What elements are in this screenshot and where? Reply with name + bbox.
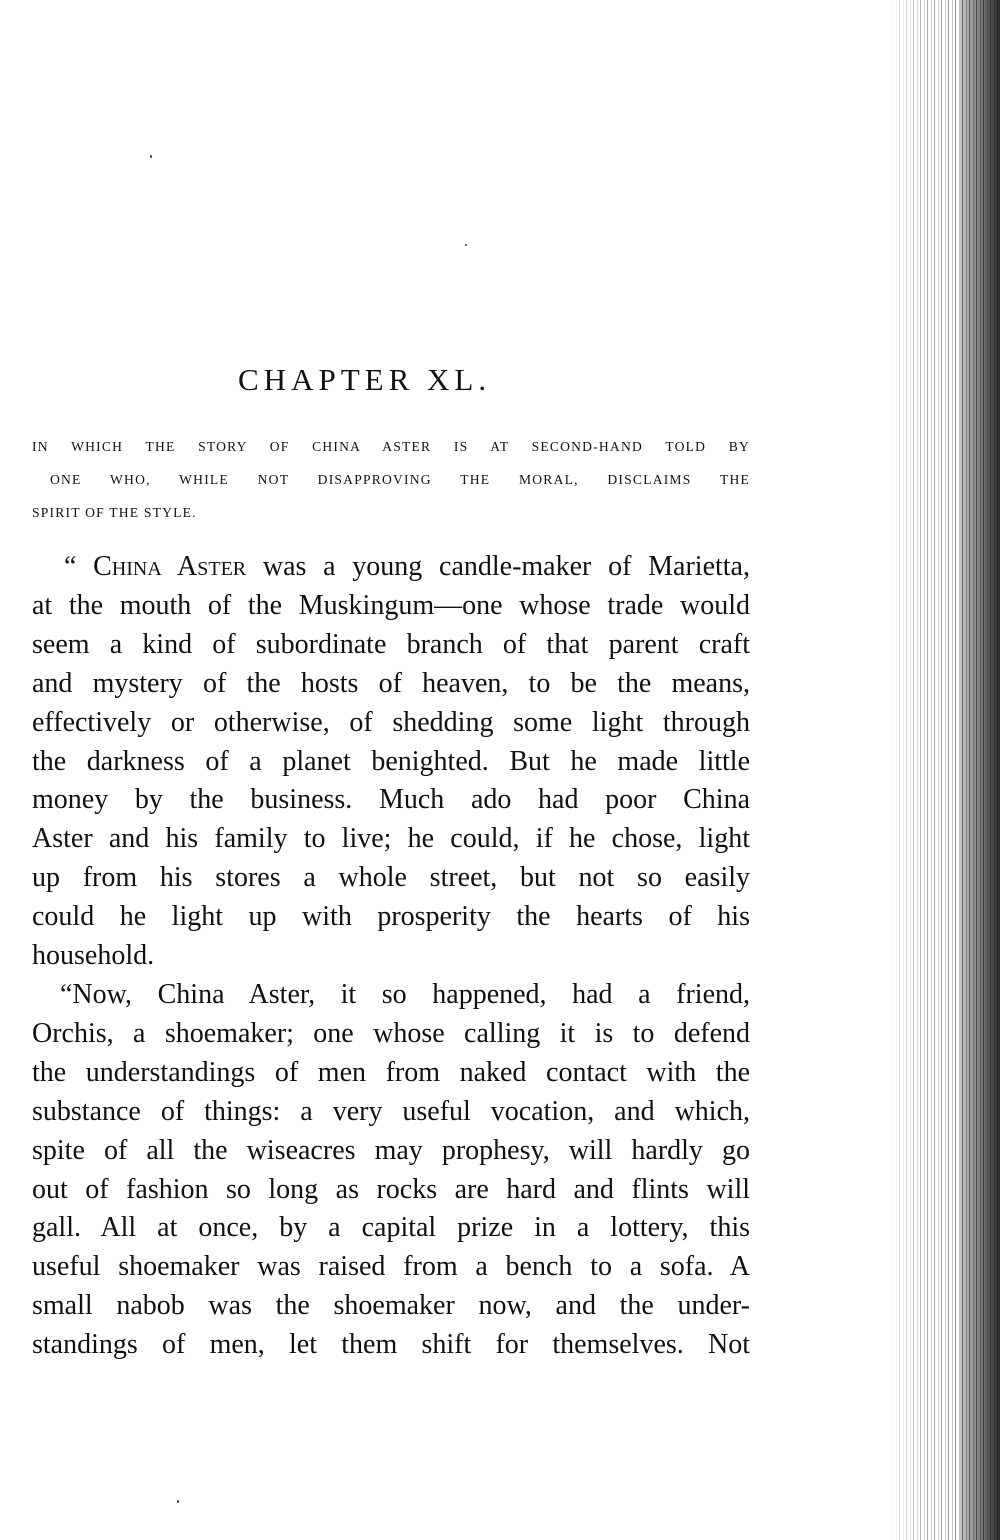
- text-line: and mystery of the hosts of heaven, to be the means,: [32, 667, 750, 699]
- text-line: spite of all the wiseacres may prophesy, will hardly go: [32, 1134, 750, 1166]
- text-line: useful shoemaker was raised from a bench to a sofa. A: [32, 1251, 750, 1283]
- open-quote: “: [64, 551, 94, 582]
- text-line: gall. All at once, by a capital prize in a lottery, this: [32, 1212, 750, 1244]
- text-line: small nabob was the shoemaker now, and the under-: [32, 1290, 750, 1322]
- body-text: [32, 548, 750, 1365]
- text-line: standings of men, let them shift for themselves. Not: [32, 1329, 750, 1361]
- text-line: the darkness of a planet benighted. But he made little: [32, 745, 750, 777]
- text-line: at the mouth of the Muskingum—one whose trade would: [32, 589, 750, 621]
- text-line: substance of things: a very useful vocation, and which,: [32, 1095, 750, 1127]
- subtitle-line: IN WHICH THE STORY OF CHINA ASTER IS AT SECOND-HAND TOLD BY: [32, 439, 750, 454]
- text-line: money by the business. Much ado had poor China: [32, 784, 750, 816]
- text-line: Aster and his family to live; he could, if he chose, light: [32, 823, 750, 855]
- text-line: out of fashion so long as rocks are hard and flints will: [32, 1173, 750, 1205]
- paper-speck: [177, 1500, 179, 1503]
- chapter-title: CHAPTER XL.: [238, 362, 492, 397]
- paper-speck: [150, 155, 152, 158]
- text-line: Orchis, a shoemaker; one whose calling it is to defend: [32, 1017, 750, 1049]
- paper-speck: [465, 244, 467, 246]
- paragraph-2-first-line: “Now, China Aster, it so happened, had a friend,: [60, 978, 750, 1010]
- text-line: the understandings of men from naked contact with the: [32, 1056, 750, 1088]
- chapter-subtitle: [32, 430, 750, 529]
- text-line: up from his stores a whole street, but not so easily: [32, 862, 750, 894]
- paragraph-1-first-line: [32, 548, 750, 587]
- text-line: could he light up with prosperity the hearts of his: [32, 901, 750, 933]
- first-line-rest: was a young candle-maker of Marietta,: [246, 551, 750, 582]
- subtitle-line: SPIRIT OF THE STYLE.: [32, 505, 197, 520]
- page-edge-dark: [960, 0, 1000, 1540]
- subtitle-line: ONE WHO, WHILE NOT DISAPPROVING THE MORAL, DISCLAIMS THE: [50, 472, 750, 487]
- text-line: effectively or otherwise, of shedding some light through: [32, 706, 750, 738]
- character-name: China Aster: [93, 551, 247, 582]
- text-line: seem a kind of subordinate branch of that parent craft: [32, 628, 750, 660]
- text-line: household.: [32, 940, 155, 972]
